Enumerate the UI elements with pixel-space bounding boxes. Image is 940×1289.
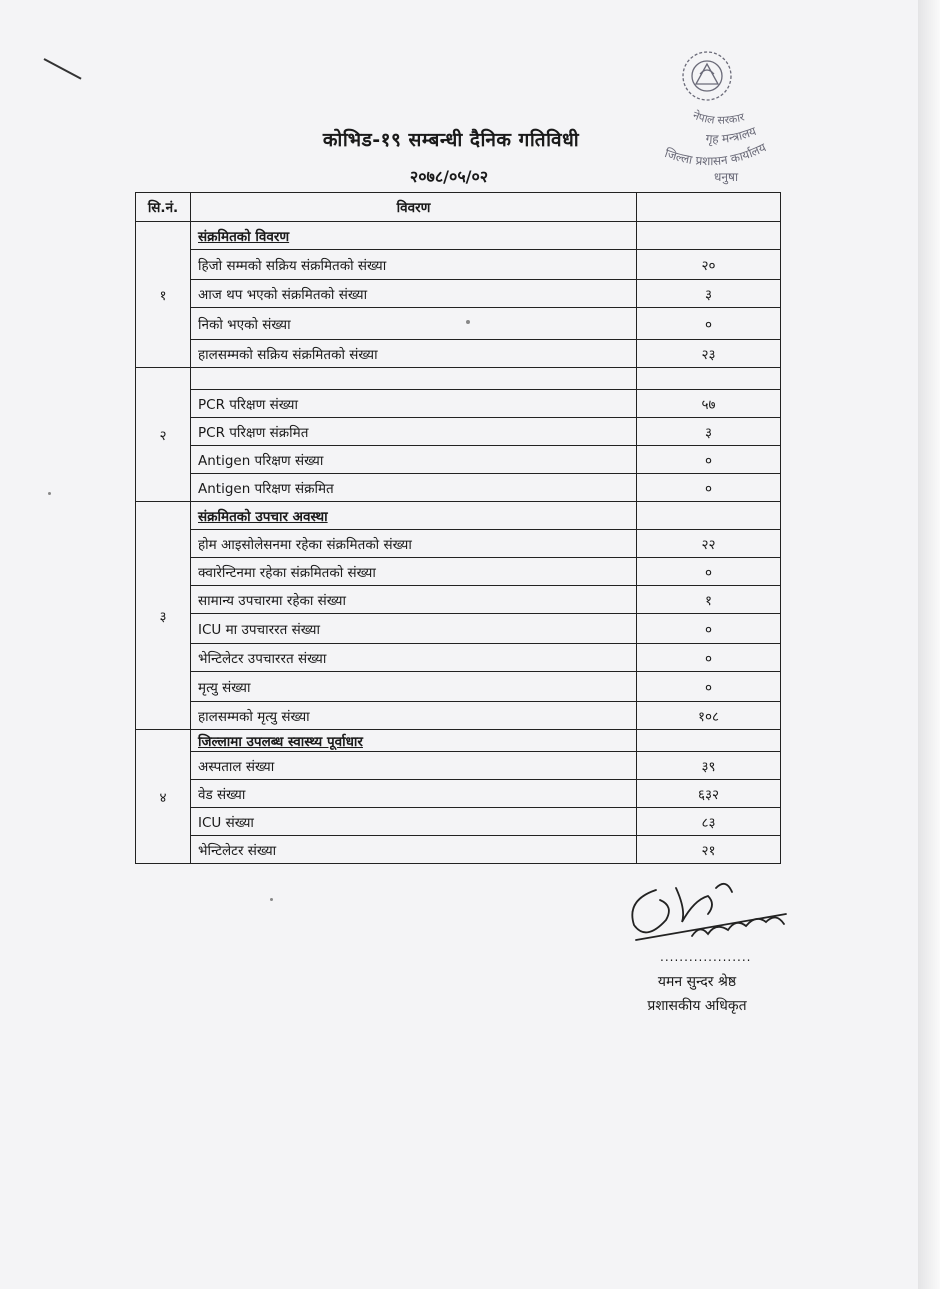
row-label: मृत्यु संख्या (191, 672, 637, 702)
office-seal (652, 36, 802, 186)
page-title-text: कोभिड-१९ सम्बन्धी दैनिक गतिविधी (322, 129, 580, 151)
row-value: ० (637, 308, 781, 340)
row-value: २२ (637, 530, 781, 558)
row-label: हालसम्मको मृत्यु संख्या (191, 702, 637, 730)
row-label: हिजो सम्मको सक्रिय संक्रमितको संख्या (191, 250, 637, 280)
seal-line-4: धनुषा (714, 170, 739, 184)
section-heading-row (136, 730, 781, 752)
row-label: Antigen परिक्षण संख्या (191, 446, 637, 474)
table-row (136, 418, 781, 446)
section-serial-number: ३ (136, 502, 191, 730)
section-heading-row (136, 222, 781, 250)
table-row (136, 672, 781, 702)
row-label: ICU मा उपचाररत संख्या (191, 614, 637, 644)
row-value: ३ (637, 418, 781, 446)
table-row (136, 280, 781, 308)
table-row (136, 250, 781, 280)
table-row (136, 340, 781, 368)
table-row (136, 702, 781, 730)
signer-name: यमन सुन्दर श्रेष्ठ (657, 974, 737, 990)
report-date (0, 165, 918, 187)
row-label: निको भएको संख्या (191, 308, 637, 340)
table-row (136, 474, 781, 502)
covid-activity-table (135, 192, 781, 864)
row-value: १ (637, 586, 781, 614)
row-value: २० (637, 250, 781, 280)
pen-mark (44, 58, 82, 79)
row-value: ० (637, 672, 781, 702)
row-value: ३ (637, 280, 781, 308)
section-heading: संक्रमितको उपचार अवस्था (191, 502, 637, 530)
row-label: Antigen परिक्षण संक्रमित (191, 474, 637, 502)
table-row (136, 780, 781, 808)
table-row (136, 308, 781, 340)
section-serial-number: ४ (136, 730, 191, 864)
row-value: २१ (637, 836, 781, 864)
row-label: आज थप भएको संक्रमितको संख्या (191, 280, 637, 308)
scan-speck (466, 320, 470, 324)
row-label: हालसम्मको सक्रिय संक्रमितको संख्या (191, 340, 637, 368)
row-label: वेड संख्या (191, 780, 637, 808)
row-label: भेन्टिलेटर उपचाररत संख्या (191, 644, 637, 672)
section-heading-blank (637, 730, 781, 752)
section-heading: जिल्लामा उपलब्ध स्वास्थ्य पूर्वाधार (191, 730, 637, 752)
row-value: ० (637, 474, 781, 502)
report-date-text: २०७८/०५/०२ (409, 167, 489, 186)
section-heading-blank (637, 222, 781, 250)
col-header-value (637, 193, 781, 222)
row-value: ८३ (637, 808, 781, 836)
section-heading (191, 368, 637, 390)
section-heading-blank (637, 502, 781, 530)
row-label: अस्पताल संख्या (191, 752, 637, 780)
table-row (136, 586, 781, 614)
row-value: ० (637, 614, 781, 644)
section-serial-number: २ (136, 368, 191, 502)
scan-speck (48, 492, 51, 495)
signature-dots: ................... (660, 950, 752, 964)
row-value: ० (637, 446, 781, 474)
row-label: ICU संख्या (191, 808, 637, 836)
table-row (136, 614, 781, 644)
col-header-sn: सि.नं. (136, 193, 191, 222)
signer-designation: प्रशासकीय अधिकृत (647, 998, 747, 1014)
table-header-row (136, 193, 781, 222)
scan-speck (270, 898, 273, 901)
section-heading: संक्रमितको विवरण (191, 222, 637, 250)
row-value: ३९ (637, 752, 781, 780)
table-row (136, 530, 781, 558)
row-value: २३ (637, 340, 781, 368)
row-label: होम आइसोलेसनमा रहेका संक्रमितको संख्या (191, 530, 637, 558)
page-title (0, 123, 918, 152)
table-row (136, 836, 781, 864)
col-header-description: विवरण (191, 193, 637, 222)
row-value: ० (637, 558, 781, 586)
row-label: PCR परिक्षण संख्या (191, 390, 637, 418)
section-heading-row (136, 502, 781, 530)
row-label: PCR परिक्षण संक्रमित (191, 418, 637, 446)
row-label: भेन्टिलेटर संख्या (191, 836, 637, 864)
row-value: १०८ (637, 702, 781, 730)
row-value: ५७ (637, 390, 781, 418)
table-row (136, 390, 781, 418)
svg-text:नेपाल सरकार (691, 109, 746, 127)
seal-line-1: नेपाल सरकार (691, 108, 746, 127)
table-row (136, 644, 781, 672)
seal-line-3: जिल्ला प्रशासन कार्यालय (662, 140, 769, 169)
table-row (136, 808, 781, 836)
table-row (136, 558, 781, 586)
row-label: सामान्य उपचारमा रहेका संख्या (191, 586, 637, 614)
section-heading-row (136, 368, 781, 390)
seal-line-2: गृह मन्त्रालय (705, 123, 759, 147)
section-heading-blank (637, 368, 781, 390)
page-edge (918, 0, 940, 1289)
section-serial-number: १ (136, 222, 191, 368)
row-label: क्वारेन्टिनमा रहेका संक्रमितको संख्या (191, 558, 637, 586)
table-row (136, 752, 781, 780)
row-value: ६३२ (637, 780, 781, 808)
table-row (136, 446, 781, 474)
row-value: ० (637, 644, 781, 672)
